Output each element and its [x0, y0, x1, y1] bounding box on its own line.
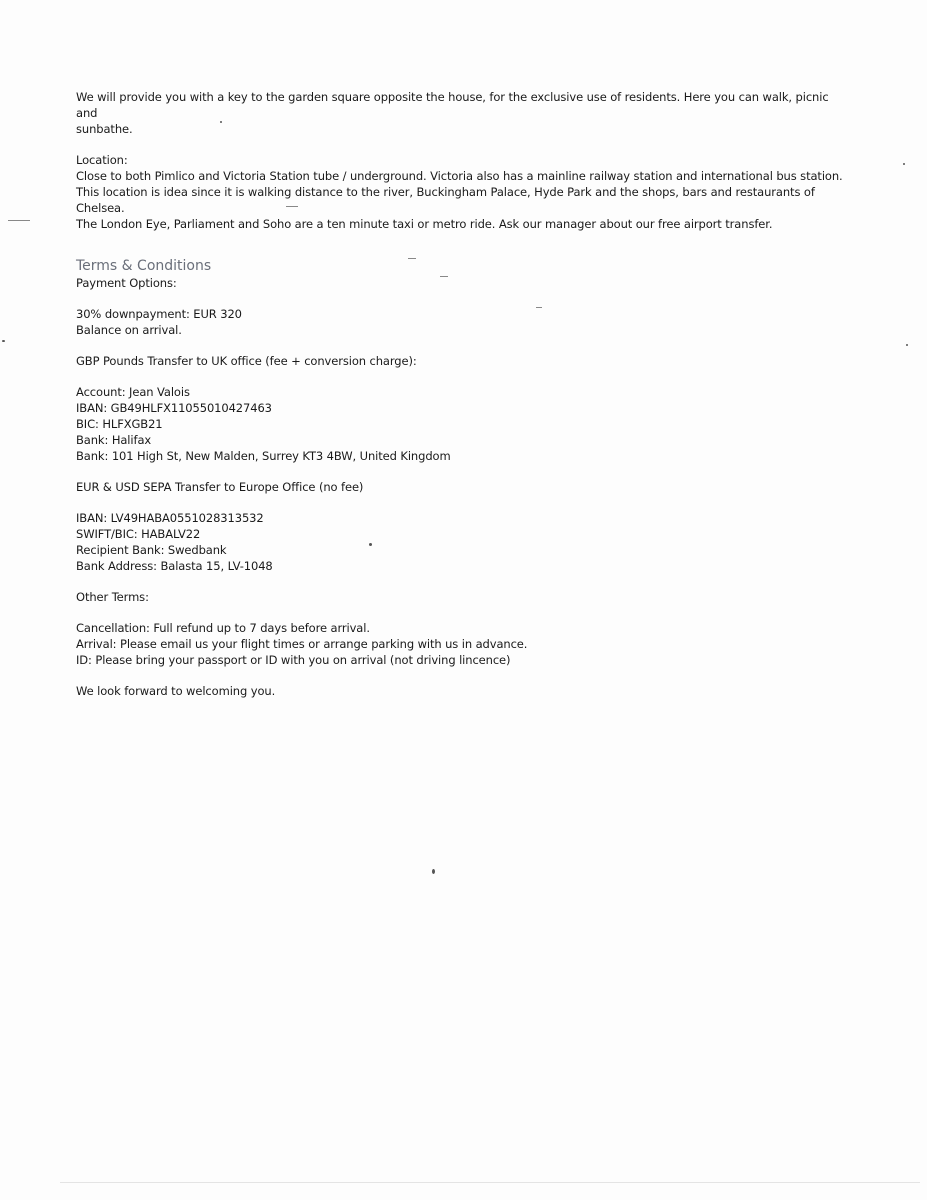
- scan-mark: [440, 276, 448, 277]
- eu-swift: SWIFT/BIC: HABALV22: [76, 527, 201, 541]
- eu-bank-address: Bank Address: Balasta 15, LV-1048: [76, 559, 273, 573]
- closing-text: We look forward to welcoming you.: [76, 684, 276, 698]
- uk-bic: BIC: HLFXGB21: [76, 417, 163, 431]
- downpayment-text: 30% downpayment: EUR 320: [76, 307, 242, 321]
- scan-mark: [8, 220, 30, 221]
- sepa-transfer-heading: EUR & USD SEPA Transfer to Europe Office (no fee): [76, 480, 364, 494]
- id-text: ID: Please bring your passport or ID with you on arrival (not driving lincence): [76, 653, 511, 667]
- scan-speck: [906, 344, 908, 346]
- location-label: Location:: [76, 153, 128, 167]
- balance-text: Balance on arrival.: [76, 323, 182, 337]
- document-body: [76, 89, 846, 699]
- payment-options-label: Payment Options:: [76, 276, 177, 290]
- location-line-1: Close to both Pimlico and Victoria Station tube / underground. Victoria also has a mainline railway station and international bus station.: [76, 169, 843, 183]
- page-bottom-rule: [60, 1182, 920, 1183]
- location-line-3: The London Eye, Parliament and Soho are a ten minute taxi or metro ride. Ask our manager about our free airport transfer.: [76, 217, 773, 231]
- scan-mark: [408, 258, 416, 259]
- uk-bank: Bank: Halifax: [76, 433, 152, 447]
- scan-speck: [2, 340, 5, 342]
- uk-bank-address: Bank: 101 High St, New Malden, Surrey KT3 4BW, United Kingdom: [76, 449, 451, 463]
- scan-speck: [220, 121, 222, 123]
- scan-mark: [536, 307, 542, 308]
- gbp-transfer-heading: GBP Pounds Transfer to UK office (fee + conversion charge):: [76, 354, 417, 368]
- garden-text-line-1: We will provide you with a key to the garden square opposite the house, for the exclusive use of residents. Here you can walk, picnic and: [76, 90, 829, 120]
- scan-speck: [432, 869, 435, 874]
- location-line-2: This location is idea since it is walking distance to the river, Buckingham Palace, Hyde Park and the shops, bars and restaurants of Chelsea.: [76, 185, 815, 215]
- cancellation-text: Cancellation: Full refund up to 7 days before arrival.: [76, 621, 370, 635]
- eu-iban: IBAN: LV49HABA0551028313532: [76, 511, 264, 525]
- scan-mark: [286, 206, 298, 207]
- garden-text-line-2: sunbathe.: [76, 122, 133, 136]
- uk-iban: IBAN: GB49HLFX11055010427463: [76, 401, 272, 415]
- arrival-text: Arrival: Please email us your flight times or arrange parking with us in advance.: [76, 637, 528, 651]
- scan-speck: [903, 163, 905, 165]
- terms-heading: Terms & Conditions: [76, 258, 212, 274]
- other-terms-label: Other Terms:: [76, 590, 149, 604]
- eu-recipient-bank: Recipient Bank: Swedbank: [76, 543, 227, 557]
- scan-speck: [369, 543, 372, 546]
- uk-account-name: Account: Jean Valois: [76, 385, 190, 399]
